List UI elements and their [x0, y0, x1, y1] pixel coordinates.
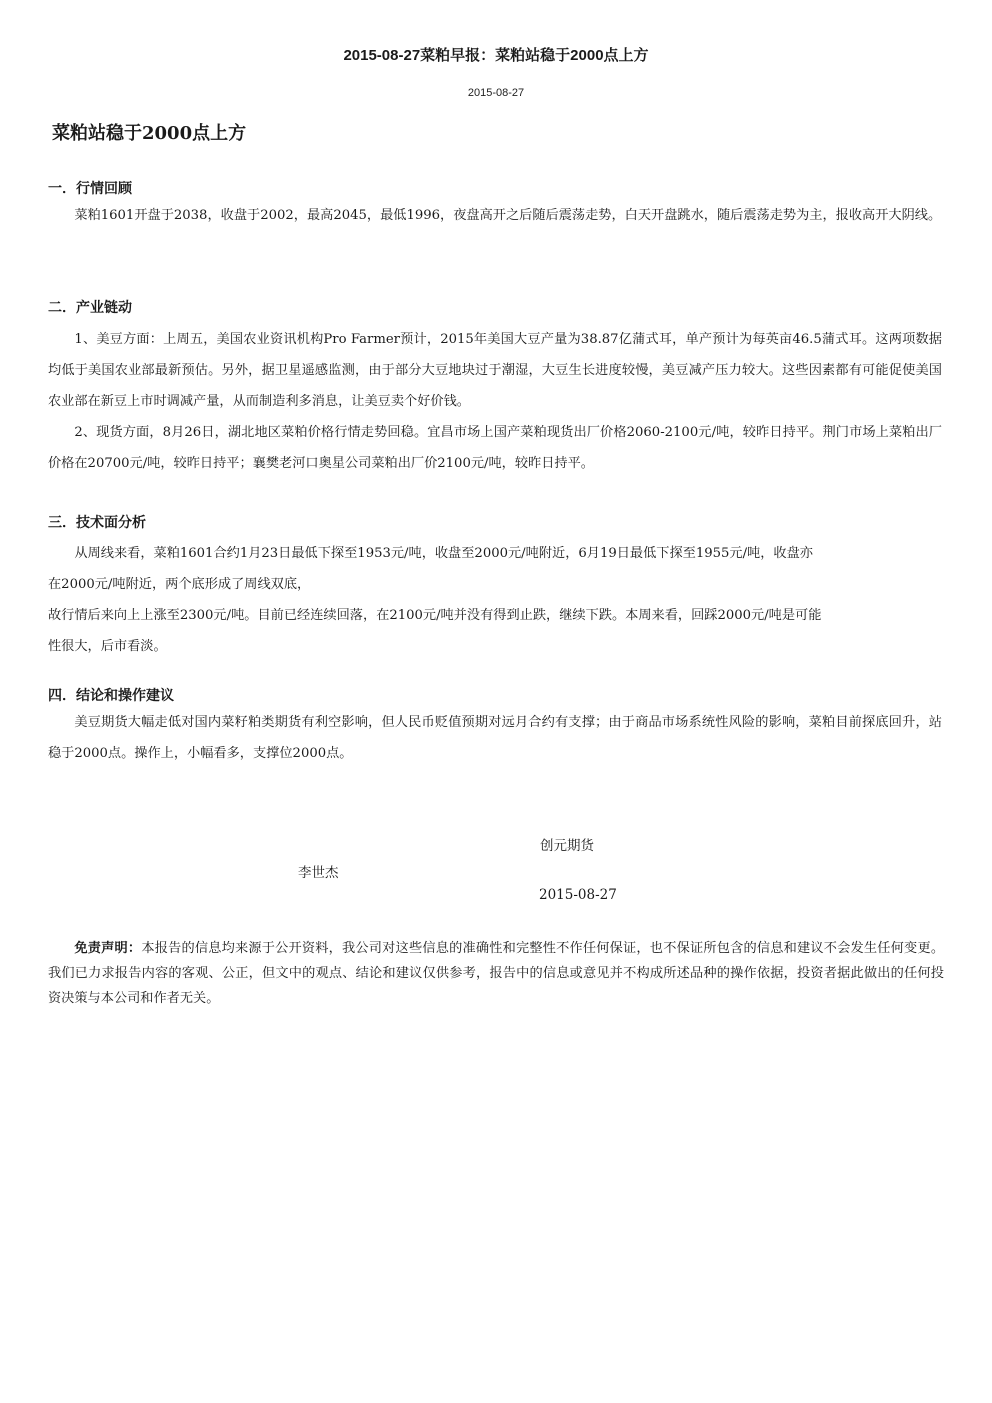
section-heading-industry-chain: 二．产业链动	[48, 300, 132, 316]
technical-analysis-paragraph	[48, 538, 942, 662]
section-heading-market-review: 一．行情回顾	[48, 181, 132, 197]
document-date: 2015-08-27	[467, 87, 525, 99]
soybean-paragraph: 1、美豆方面：上周五，美国农业资讯机构Pro Farmer预计，2015年美国大豆产量为38.87亿蒲式耳，单产预计为每英亩46.5蒲式耳。这两项数据均低于美国农业部最新预估。另外，据卫星遥感监测，由于部分大豆地块过于潮湿，大豆生长进度较慢，美豆减产压力较大。这些因素都有可能促使美国农业部在新豆上市时调减产量，从而制造利多消息，让美豆卖个好价钱。	[48, 332, 942, 409]
section-heading-conclusion: 四．结论和操作建议	[48, 688, 174, 704]
document-title: 2015-08-27菜粕早报：菜粕站稳于2000点上方	[343, 47, 649, 64]
disclaimer	[48, 936, 944, 1011]
signature-company: 创元期货	[540, 838, 594, 854]
spot-market-paragraph: 2、现货方面，8月26日，湖北地区菜粕价格行情走势回稳。宜昌市场上国产菜粕现货出厂价格2060-2100元/吨，较昨日持平。荆门市场上菜粕出厂价格在20700元/吨，较昨日持平；襄樊老河口奥星公司菜粕出厂价2100元/吨，较昨日持平。	[48, 425, 942, 471]
disclaimer-text: 本报告的信息均来源于公开资料，我公司对这些信息的准确性和完整性不作任何保证，也不保证所包含的信息和建议不会发生任何变更。我们已力求报告内容的客观、公正，但文中的观点、结论和建议仅供参考，报告中的信息或意见并不构成所述品种的操作依据，投资者据此做出的任何投资决策与本公司和作者无关。	[48, 941, 945, 1006]
section-heading-technical-analysis: 三．技术面分析	[48, 515, 146, 531]
conclusion-paragraph: 美豆期货大幅走低对国内菜籽粕类期货有利空影响，但人民币贬值预期对远月合约有支撑；由于商品市场系统性风险的影响，菜粕目前探底回升，站稳于2000点。操作上，小幅看多，支撑位2000点。	[48, 715, 942, 761]
signature-author: 李世杰	[298, 865, 339, 881]
market-review-paragraph: 菜粕1601开盘于2038，收盘于2002，最高2045，最低1996，夜盘高开之后随后震荡走势，白天开盘跳水，随后震荡走势为主，报收高开大阴线。	[74, 208, 942, 223]
signature-date: 2015-08-27	[539, 887, 617, 903]
disclaimer-label: 免责声明：	[74, 941, 142, 956]
main-heading: 菜粕站稳于2000点上方	[52, 123, 247, 144]
technical-analysis-line: 从周线来看，菜粕1601合约1月23日最低下探至1953元/吨，收盘至2000元/吨附近，6月19日最低下探至1955元/吨，收盘亦	[74, 546, 813, 561]
technical-analysis-line: 故行情后来向上上涨至2300元/吨。目前已经连续回落，在2100元/吨并没有得到止跌，继续下跌。本周来看，回踩2000元/吨是可能	[48, 608, 822, 623]
technical-analysis-line: 性很大，后市看淡。	[48, 639, 167, 654]
technical-analysis-line: 在2000元/吨附近，两个底形成了周线双底，	[48, 577, 311, 592]
